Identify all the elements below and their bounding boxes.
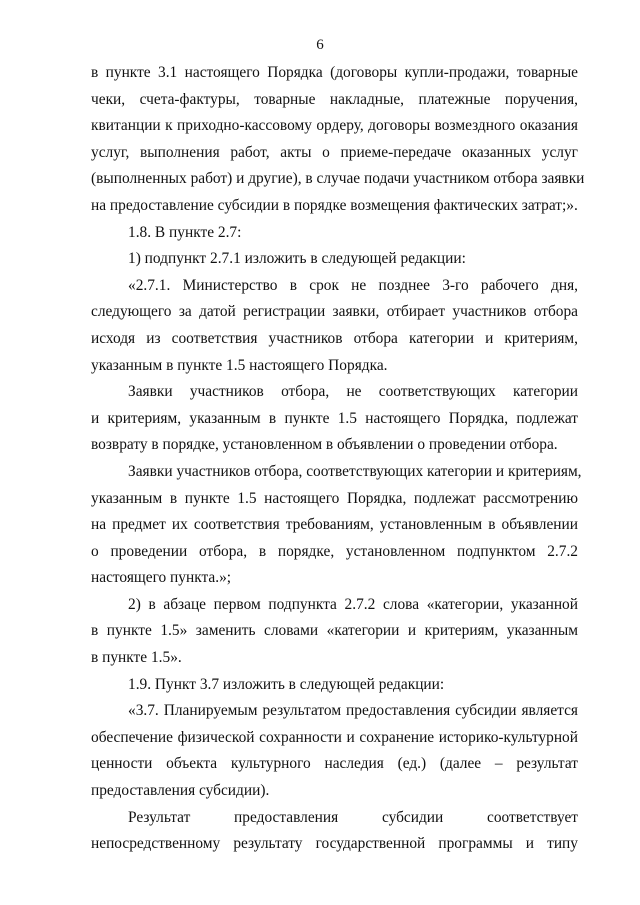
text-line: указанным в пункте 1.5 настоящего Порядка. [91, 356, 388, 374]
paragraph-3-7 [91, 698, 578, 804]
text-line: (выполненных работ) и другие), в случае подачи участником отбора заявки [91, 170, 585, 188]
paragraph-item-1-9 [91, 672, 578, 699]
page-number: 6 [316, 37, 324, 53]
text-line: и критериям, указанным в пункте 1.5 настоящего Порядка, подлежат [91, 409, 578, 427]
text-line: на предоставление субсидии в порядке возмещения фактических затрат;». [91, 196, 578, 214]
text-line: о проведении отбора, в порядке, установленном подпунктом 2.7.2 [91, 542, 578, 560]
text-line: «2.7.1. Министерство в срок не позднее 3-го рабочего дня, [128, 276, 578, 294]
paragraph-supporting-documents [91, 60, 585, 220]
text-line: возврату в порядке, установленном в объявлении о проведении отбора. [91, 436, 558, 454]
text-line: Заявки участников отбора, соответствующих категории и критериям, [128, 462, 582, 480]
text-line: на предмет их соответствия требованиям, установленным в объявлении [91, 516, 578, 534]
text-line: настоящего пункта.»; [91, 569, 232, 587]
text-line: квитанции к приходно-кассовому ордеру, договоры возмездного оказания [91, 117, 578, 135]
text-line: обеспечение физической сохранности и сохранение историко-культурной [91, 728, 578, 746]
paragraph-subsidy-result [91, 805, 578, 858]
text-line: в пункте 3.1 настоящего Порядка (договоры купли-продажи, товарные [91, 64, 578, 81]
text-line: исходя из соответствия участников отбора категории и критериям, [91, 329, 578, 347]
text-line: в пункте 1.5». [91, 649, 182, 667]
text-line: предоставления субсидии). [91, 782, 270, 800]
text-line: Результат предоставления субсидии соответствует [128, 808, 578, 826]
paragraph-subitem-2 [91, 592, 578, 672]
text-line: 1) подпункт 2.7.1 изложить в следующей редакции: [128, 250, 466, 268]
paragraph-rejected-applications [91, 379, 578, 459]
text-line: 1.8. В пункте 2.7: [128, 223, 242, 241]
text-line: услуг, выполнения работ, акты о приеме-передаче оказанных услуг [91, 143, 578, 161]
paragraph-2-7-1 [91, 273, 578, 379]
text-line: «3.7. Планируемым результатом предоставления субсидии является [128, 702, 578, 720]
paragraph-subitem-1 [91, 246, 578, 273]
text-line: ценности объекта культурного наследия (ед.) (далее – результат [91, 755, 578, 773]
document-body [91, 60, 585, 858]
text-line: указанным в пункте 1.5 настоящего Порядка, подлежат рассмотрению [91, 489, 578, 507]
paragraph-accepted-applications [91, 459, 582, 592]
text-line: в пункте 1.5» заменить словами «категории и критериям, указанным [91, 622, 578, 640]
text-line: 1.9. Пункт 3.7 изложить в следующей редакции: [128, 675, 445, 693]
text-line: следующего за датой регистрации заявки, отбирает участников отбора [91, 303, 578, 321]
paragraph-item-1-8 [91, 220, 578, 247]
text-line: непосредственному результату государственной программы и типу [91, 835, 578, 853]
text-line: Заявки участников отбора, не соответствующих категории [128, 383, 578, 401]
text-line: чеки, счета-фактуры, товарные накладные, платежные поручения, [91, 90, 578, 108]
text-line: 2) в абзаце первом подпункта 2.7.2 слова «категории, указанной [128, 595, 578, 613]
